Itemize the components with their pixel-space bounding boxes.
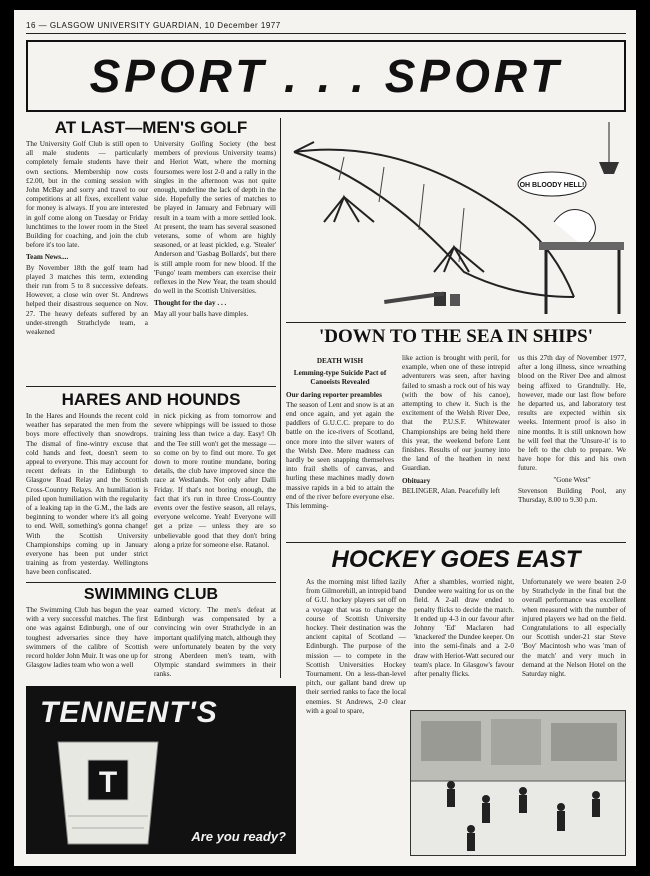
section-rule: [286, 542, 626, 543]
swim-headline: SWIMMING CLUB: [83, 586, 219, 603]
golf-intro: The University Golf Club is still open to all male students — particularly completely female students have their own sections. Membership now costs £2.00, but in the coming session with John McBay and sorry and travel to our competitions at all fixes, excellent value for money is always. If you are interested in golf come along on Tuesday or Friday lunchtimes to the lower room in the Steel Building for coaching, and join the club before it's too late.: [26, 140, 148, 250]
hares-column-1: [26, 412, 148, 578]
ad-brand: TENNENT'S: [40, 696, 218, 729]
swim-column-1: [26, 606, 148, 682]
section-rule: [26, 386, 276, 387]
sea-subhead: Lemming-type Suicide Pact of Canoeists Revealed: [293, 369, 387, 387]
golf-team-news-subhead: Team News....: [26, 253, 69, 262]
hockey-column-1: [306, 578, 406, 856]
section-rule: [286, 322, 626, 323]
golf-column-2-text: University Golfing Society (the best members of previous University teams) and Heriot Watt, where the morning foursomes were lost 2-0 and a rally in the singles in the afternoon was not quite enough, underline the lack of depth in the side. Hopefully the series of matches to be played in January and February will result in a team with a more settled look. At present, the team has several seasoned veterans, some of whom are highly seasoned, or at least pickled, e.g. 'Stealer' Anderson and 'Gasbag Bollards', but there is still ample room for new blood. If the 'Fungo' team members can exercise their reflexes in the New Year, the team should do well in the Scottish Universities.: [154, 140, 276, 296]
section-rule: [26, 582, 276, 583]
sea-obituary: BELINGER, Alan. Peacefully left: [402, 486, 501, 495]
hockey-column-2: [414, 578, 514, 704]
hares-column-2-text: in nick picking as from tomorrow and severe whippings will be issued to those training less than twice a day. Easy! Oh and the Tee still won't get the message — so come on by to find out more. To get down to more routine mundane, boring details, the club have improved since the race at Westlands. Not only after Dalli Friday. If that's not boring enough, the fact that it's run in three Cross-Country events over the festive season, all relays, everyone welcome. Yeah! Everyone will get a prize — unless they are so unbelievable good that they don't bring along a prize for someone else. Ratanol.: [154, 412, 276, 549]
golf-team-news: By November 18th the golf team had played 3 matches this term, extending their run from 5 to 8 successive defeats. However, a close win over St. Andrews helped their disastrous sequence on Nov. 27. The heavy defeats suffered by an under-strength Strathclyde team, a weakened: [26, 263, 148, 337]
sea-kicker: DEATH WISH: [316, 357, 364, 365]
hockey-column-1-text: As the morning mist lifted lazily from Gilmorehill, an intrepid band of G.U. hockey players set off on a voyage that was to change the course of Scottish University hockey. Their destination was the ancient capital of Scotland — Edinburgh. The purpose of the mission — to compete in the Scottish Universities Hockey Tournament. On a less-than-level pitch, our gallant band drew up their serried ranks to face the local enemies. St Andrews, 2-0 clear with a goal to spare,: [306, 578, 406, 715]
page-folio: 16 — GLASGOW UNIVERSITY GUARDIAN, 10 December 1977: [26, 20, 626, 34]
golf-thought-subhead: Thought for the day . . .: [154, 299, 227, 308]
sea-column-2: [402, 354, 510, 538]
ad-glass-badge: T: [98, 766, 118, 799]
hockey-column-3: [522, 578, 626, 704]
sea-headline: 'DOWN TO THE SEA IN SHIPS': [318, 326, 593, 347]
sea-column-3-text: us this 27th day of November 1977, after a long illness, since wreathing blood on the River Dee and almost being affixed to Grandtully. He, however, made our last flow before he departed us, and laboratory test results are expected within six weeks. Interment proof is also in nine months. It is still unknown how he will feel that the 'Unsure-it' is to be left to the club to prepare. We have hope for this and his own future.: [518, 354, 626, 473]
hares-column-1-text: In the Hares and Hounds the recent cold weather has separated the men from the boys more effectively than snowdrops. The dismal of fine-wintry excuse that cold hands and feet, doesn't seem to appeal to everyone. This may account for recent defeats in the Edinburgh to Glasgow Road Relay and the Scottish Cross-Country Relays. An humiliation is piled upon humiliation with the regularity of a leaking tap in the G.M., the lads are beginning to wonder where it's all going to end. Well, something's gonna change! With the Scottish University Championships coming up in January everyone has been put under strict training as from yesterday. Wellingtons have been confiscated.: [26, 412, 148, 577]
golf-column-1: [26, 140, 148, 380]
hockey-headline: HOCKEY GOES EAST: [331, 546, 581, 573]
swim-column-2: [154, 606, 276, 682]
column-rule: [280, 118, 281, 678]
sea-column-2-text: like action is brought with peril, for example, when one of these intrepid adventurers was seen, after having failed to smash a rock out of his way (with the bow of his canoe), attempting to chew it. Such is the excitement of the Welsh River Dee, that the P.U.S.F. Whitewater Championships are being held there this year, the weekend before Lent finishes. Results of our journey into the land of the heathen in next Guardian.: [402, 354, 510, 473]
sea-column-3: [518, 354, 626, 538]
newspaper-page: [14, 10, 636, 866]
golf-thought-text: May all your balls have dimples.: [154, 309, 249, 318]
hares-column-2: [154, 412, 276, 578]
sport-banner: [26, 40, 626, 112]
cartoon-speech-bubble: OH BLOODY HELL!: [519, 182, 585, 189]
banner-title: SPORT . . . SPORT: [89, 50, 563, 102]
sea-signoff: "Gone West": [553, 475, 591, 484]
sea-column-1: [286, 354, 394, 538]
sea-byline: Our daring reporter preambles: [286, 390, 382, 399]
ad-tagline: Are you ready?: [191, 829, 286, 844]
sea-obituary-label: Obituary: [402, 476, 431, 485]
canoe-cartoon: [284, 122, 629, 317]
hockey-column-3-text: Unfortunately we were beaten 2-0 by Strathclyde in the final but the overall performance was excellent when measured with the number of injured players we had on the field. Congratulations to all especially our Scottish under-21 star Steve 'Boy' Macintosh who was 'man of the match' and very much in demand at the Nelson Hotel on the Saturday night.: [522, 578, 626, 679]
swim-column-2-text: earned victory. The men's defeat at Edinburgh was compensated by a convincing win over Strathclyde in an important qualifying match, although they were unfortunately beaten by the very strong Aberdeen men's team, with Olympic standard swimmers in their ranks.: [154, 606, 276, 679]
sea-footer: Stevenson Building Pool, any Thursday, 8.00 to 9.30 p.m.: [518, 486, 626, 505]
hockey-photo: [410, 710, 626, 856]
golf-headline: AT LAST—MEN'S GOLF: [54, 118, 248, 137]
sea-column-1-text: The season of Lent and snow is at an end once again, and yet again the paddlers of G.U.C.C. prepare to do battle on the ice-rivers of Scotland, once more into the silver waters of the Welsh Dee. Mere madness can hardly be seen snapping themselves into frail shells of canvas, and hurling these machines madly down massive rapids in a bid to attain the end of the river before everyone else. This lemming-: [286, 400, 394, 511]
tennents-advert: [26, 686, 296, 854]
beer-glass-icon: [48, 736, 168, 848]
hockey-column-2-text: After a shambles, worried night, Dundee were waiting for us on the field. A 2-all draw ended to penalty flicks to decide the match. It ended up 4-3 in our favour after Johnny 'Ed' Maclaren had 'knackered' the Dundee keeper. On into the semi-finals and a 2-0 draw with Heriot-Watt secured our team's place. In Glasgow's favour after penalty flicks.: [414, 578, 514, 679]
hares-headline: HARES AND HOUNDS: [61, 390, 241, 409]
swim-column-1-text: The Swimming Club has begun the year with a very successful matches. The first one was against Edinburgh, one of our toughest adversaries since they have swimmers of the calibre of Scottish record holder John Muir. It was one up for Glasgow ladies team who won a well: [26, 606, 148, 670]
golf-column-2: [154, 140, 276, 380]
